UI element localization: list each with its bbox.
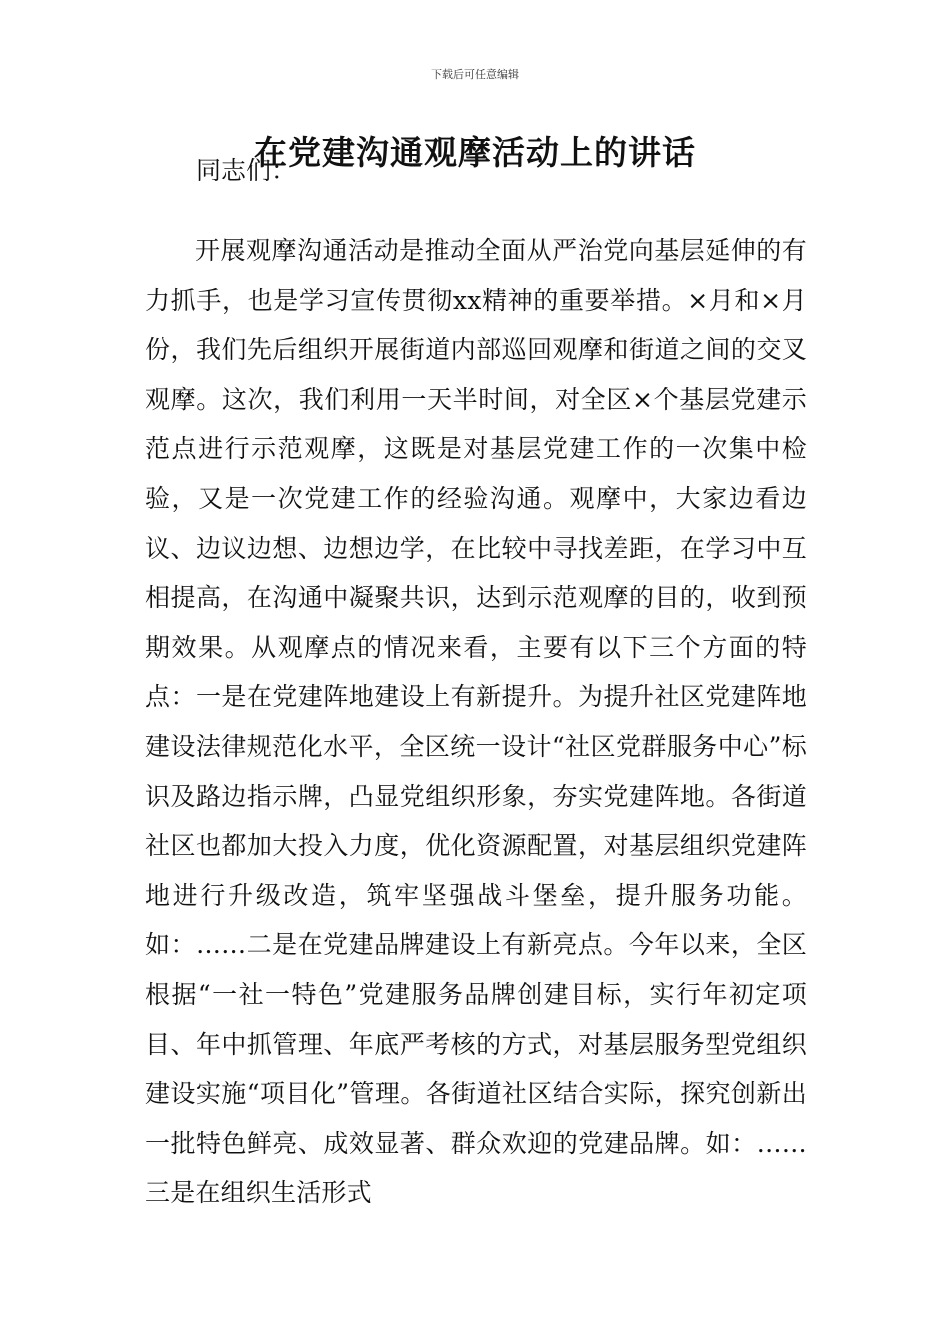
document-title: 在党建沟通观摩活动上的讲话 — [254, 133, 696, 172]
body-paragraph: 开展观摩沟通活动是推动全面从严治党向基层延伸的有力抓手，也是学习宣传贯彻xx精神的重要举措。×月和×月份，我们先后组织开展街道内部巡回观摩和街道之间的交叉观摩。这次，我们利用一天半时间，对全区×个基层党建示范点进行示范观摩，这既是对基层党建工作的一次集中检验，又是一次党建工作的经验沟通。观摩中，大家边看边议、边议边想、边想边学，在比较中寻找差距，在学习中互相提高，在沟通中凝聚共识，达到示范观摩的目的，收到预期效果。从观摩点的情况来看，主要有以下三个方面的特点：一是在党建阵地建设上有新提升。为提升社区党建阵地建设法律规范化水平，全区统一设计“社区党群服务中心”标识及路边指示牌，凸显党组织形象，夯实党建阵地。各街道社区也都加大投入力度，优化资源配置，对基层组织党建阵地进行升级改造，筑牢坚强战斗堡垒，提升服务功能。如：……二是在党建品牌建设上有新亮点。今年以来，全区根据“一社一特色”党建服务品牌创建目标，实行年初定项目、年中抓管理、年底严考核的方式，对基层服务型党组织建设实施“项目化”管理。各街道社区结合实际，探究创新出一批特色鲜亮、成效显著、群众欢迎的党建品牌。如：……三是在组织生活形式 — [145, 236, 807, 1208]
salutation: 同志们： — [196, 156, 297, 185]
header-note: 下载后可任意编辑 — [431, 68, 519, 81]
